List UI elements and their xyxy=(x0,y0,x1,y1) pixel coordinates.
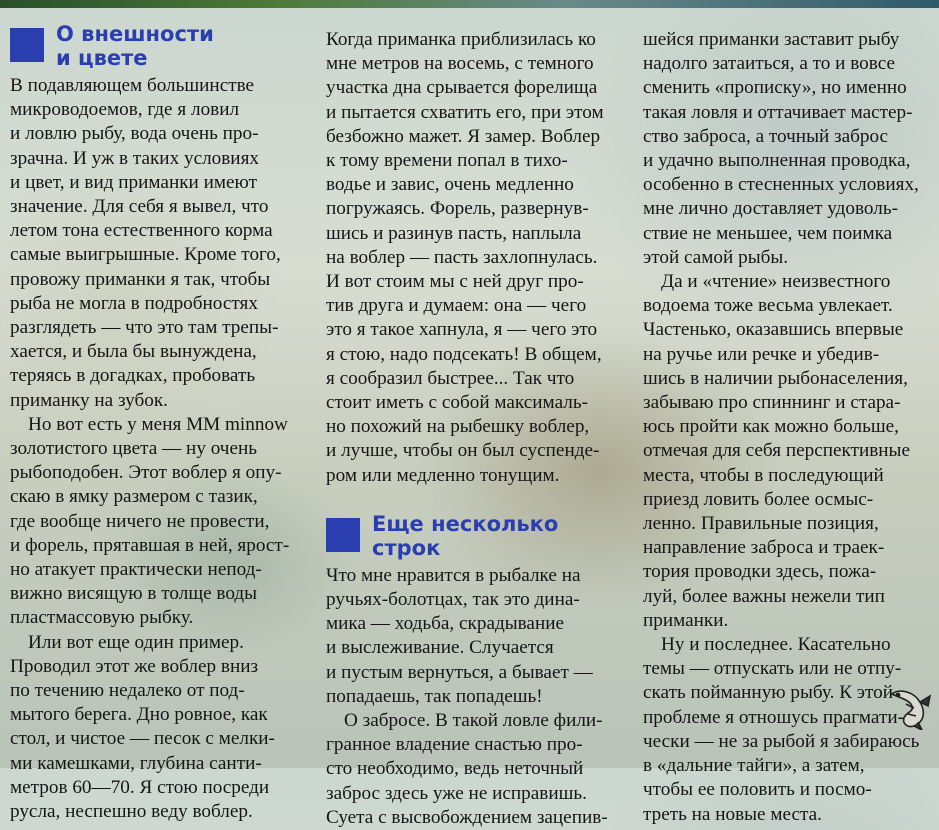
text-line: метров 60—70. Я стою посреди xyxy=(10,776,270,798)
text-line: зрачна. И уж в таких условиях xyxy=(10,147,259,169)
text-line: сто необходимо, ведь неточный xyxy=(326,758,584,780)
text-line: Когда приманка приблизилась ко xyxy=(326,29,596,50)
text-line: я стою, надо подсекать! В общем, xyxy=(326,343,602,365)
heading-marker xyxy=(326,518,360,552)
section-heading-appearance xyxy=(10,22,310,70)
paragraph xyxy=(643,28,919,270)
text-line: скать пойманную рыбу. К этой xyxy=(643,682,894,704)
text-line: Что мне нравится в рыбалке на xyxy=(326,564,581,586)
text-line: Но вот есть у меня MM minnow xyxy=(28,413,288,435)
text-line: скаю в ямку размером с тазик, xyxy=(10,486,258,508)
text-line: и удачно выполненная проводка, xyxy=(643,150,911,172)
column-2-text-after-heading xyxy=(326,564,626,830)
paragraph xyxy=(10,631,310,825)
text-line: где вообще ничего не провести, xyxy=(10,510,270,532)
text-line: тив друга и думаем: она — чего xyxy=(326,295,587,317)
text-line: шись в наличии рыбонаселения, xyxy=(643,367,908,389)
text-line: мне лично доставляет удоволь- xyxy=(643,198,898,220)
text-line: Ну и последнее. Касательно xyxy=(661,634,891,656)
text-line: и цвет, и вид приманки имеют xyxy=(10,171,257,193)
column-3-text xyxy=(643,28,919,827)
column-2 xyxy=(326,28,626,830)
text-line: и выслеживание. Случается xyxy=(326,637,554,659)
text-line: особенно в стесненных условиях, xyxy=(643,174,919,196)
text-line: провожу приманки я так, чтобы xyxy=(10,268,271,290)
text-line: микроводоемов, где я ловил xyxy=(10,99,240,121)
text-line: участка дна срывается форелища xyxy=(326,77,598,99)
heading-line: строк xyxy=(372,535,441,560)
text-line: теряясь в догадках, пробовать xyxy=(10,365,256,387)
text-line: значение. Для себя я вывел, что xyxy=(10,196,269,218)
text-line: гранное владение снастью про- xyxy=(326,734,583,756)
text-line: надолго затаиться, а то и вовсе xyxy=(643,53,895,75)
text-line: сменить «прописку», но именно xyxy=(643,77,907,99)
text-line: летом тона естественного корма xyxy=(10,220,273,242)
text-line: приезд ловить более осмыс- xyxy=(643,488,874,510)
paragraph xyxy=(326,564,626,709)
heading-line: О внешности xyxy=(56,22,214,46)
text-line: шейся приманки заставит рыбу xyxy=(643,29,900,50)
text-line: проблеме я отношусь прагмати- xyxy=(643,706,904,728)
text-line: мытого берега. Дно ровное, как xyxy=(10,704,268,726)
text-line: темы — отпускать или не отпу- xyxy=(643,658,902,680)
text-line: мне метров на восемь, с темного xyxy=(326,53,594,75)
text-line: Проводил этот же воблер вниз xyxy=(10,655,259,677)
top-photo-strip xyxy=(0,0,939,8)
text-line: Частенько, оказавшись впервые xyxy=(643,319,904,341)
text-line: пластмассовую рыбку. xyxy=(10,607,194,629)
text-line: приманки. xyxy=(643,609,729,631)
text-line: и ловлю рыбу, вода очень про- xyxy=(10,123,259,145)
paragraph xyxy=(10,74,310,413)
text-line: треть на новые места. xyxy=(643,803,822,825)
column-2-text xyxy=(326,28,626,488)
text-line: золотистого цвета — ну очень xyxy=(10,438,257,460)
text-line: ство заброса, а точный заброс xyxy=(643,125,889,147)
paragraph xyxy=(10,413,310,631)
text-line: отмечая для себя перспективные xyxy=(643,440,910,462)
text-line: рыбоподобен. Этот воблер я опу- xyxy=(10,462,282,484)
text-line: разглядеть — что это там трепы- xyxy=(10,317,279,339)
text-line: забываю про спиннинг и стара- xyxy=(643,392,901,414)
text-line: и форель, прятавшая в ней, ярост- xyxy=(10,534,290,556)
text-line: в «дальние тайги», а затем, xyxy=(643,755,865,777)
text-line: к тому времени попал в тихо- xyxy=(326,150,568,172)
text-line: попадаешь, так попадешь! xyxy=(326,685,543,707)
text-line: такая ловля и оттачивает мастер- xyxy=(643,101,913,123)
text-line: самые выигрышные. Кроме того, xyxy=(10,244,281,266)
heading-title xyxy=(56,22,214,70)
fish-icon xyxy=(884,684,936,730)
text-line: по течению недалеко от под- xyxy=(10,680,245,702)
text-line: но похожий на рыбешку воблер, xyxy=(326,416,590,438)
text-line: шись и разинув пасть, наплыла xyxy=(326,222,582,244)
text-line: О забросе. В такой ловле фили- xyxy=(344,710,603,732)
column-1-text xyxy=(10,74,310,824)
text-line: Суета с высвобождением зацепив- xyxy=(326,806,608,828)
text-line: погружаясь. Форель, развернув- xyxy=(326,198,589,220)
text-line: водоема тоже весьма увлекает. xyxy=(643,295,893,317)
text-line: это я такое хапнула, я — чего это xyxy=(326,319,598,341)
text-line: и лучше, чтобы он был суспенде- xyxy=(326,440,600,462)
text-line: русла, неспешно веду воблер. xyxy=(10,801,253,823)
heading-line: и цвете xyxy=(56,46,148,70)
text-line: я сообразил быстрее... Так что xyxy=(326,367,575,389)
paragraph xyxy=(326,28,626,488)
text-line: заброс здесь уже не исправишь. xyxy=(326,782,587,804)
text-line: В подавляющем большинстве xyxy=(10,75,255,96)
heading-marker xyxy=(10,28,44,62)
text-line: луй, более важны нежели тип xyxy=(643,585,885,607)
text-line: чтобы ее половить и посмо- xyxy=(643,779,872,801)
text-line: места, чтобы в последующий xyxy=(643,464,884,486)
text-line: вижно висящую в толще воды xyxy=(10,583,258,605)
column-1 xyxy=(10,22,310,824)
text-line: ствие не меньшее, чем поимка xyxy=(643,222,893,244)
text-line: тория проводки здесь, пожа- xyxy=(643,561,877,583)
text-line: рыба не могла в подробностях xyxy=(10,292,258,314)
text-line: и пустым вернуться, а бывает — xyxy=(326,661,593,683)
section-heading-more-lines xyxy=(326,512,626,560)
text-line: водье и завис, очень медленно xyxy=(326,174,574,196)
text-line: И вот стоим мы с ней друг про- xyxy=(326,271,584,293)
text-line: Да и «чтение» неизвестного xyxy=(661,271,891,293)
text-line: юсь пройти как можно больше, xyxy=(643,416,899,438)
text-line: стол, и чистое — песок с мелки- xyxy=(10,728,275,750)
paragraph xyxy=(326,709,626,830)
text-line: хается, и была бы вынуждена, xyxy=(10,341,257,363)
text-line: этой самой рыбы. xyxy=(643,246,789,268)
heading-title xyxy=(372,512,558,560)
text-line: направление заброса и траек- xyxy=(643,537,885,559)
paragraph xyxy=(643,270,919,633)
text-line: ленно. Правильные позиция, xyxy=(643,513,879,535)
text-line: приманку на зубок. xyxy=(10,389,168,411)
text-line: безбожно мажет. Я замер. Воблер xyxy=(326,125,601,147)
text-line: на воблер — пасть захлопнулась. xyxy=(326,246,598,268)
text-line: на ручье или речке и убедив- xyxy=(643,343,880,365)
text-line: мика — ходьба, скрадывание xyxy=(326,613,565,635)
text-line: чески — не за рыбой я забираюсь xyxy=(643,730,920,752)
paragraph xyxy=(643,633,919,827)
text-line: и пытается схватить его, при этом xyxy=(326,101,604,123)
text-line: Или вот еще один пример. xyxy=(28,631,244,653)
heading-line: Еще несколько xyxy=(372,511,559,536)
text-line: но атакует практически непод- xyxy=(10,559,262,581)
text-line: ми камешками, глубина санти- xyxy=(10,752,262,774)
text-line: ручьях-болотцах, так это дина- xyxy=(326,589,580,611)
text-line: ром или медленно тонущим. xyxy=(326,464,560,486)
text-line: стоит иметь с собой максималь- xyxy=(326,392,588,414)
